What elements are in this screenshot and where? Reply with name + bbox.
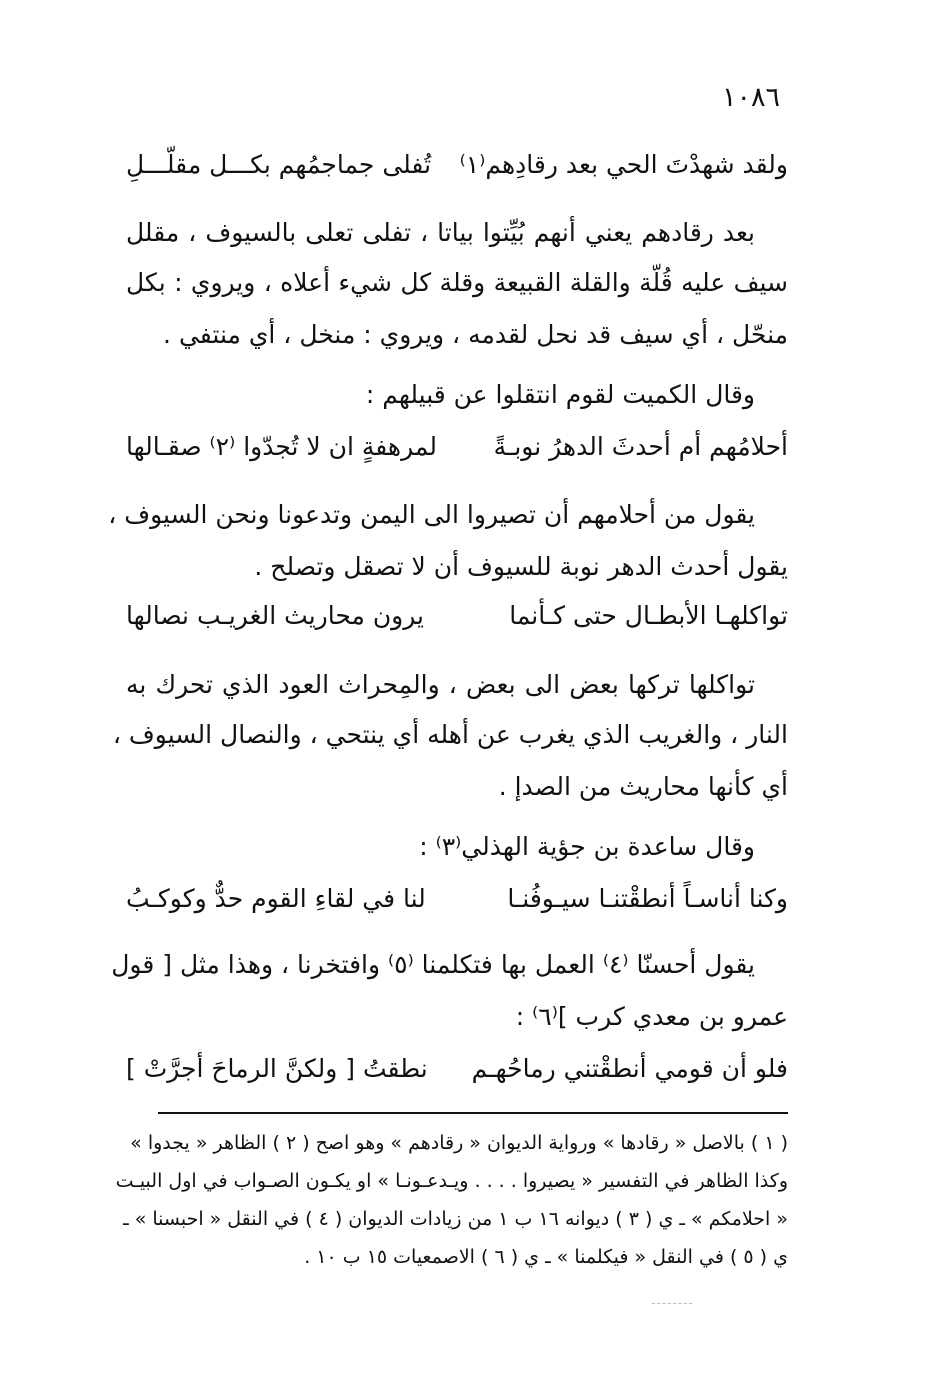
verse-3 bbox=[126, 601, 788, 631]
commentary-line: منحّل ، أي سيف قد نحل لقدمه ، ويروي : منخل ، أي منتفي . bbox=[163, 320, 788, 349]
verse-5-first-hemistich: فلو أن قومي أنطقْتني رماحُهـم bbox=[471, 1054, 788, 1083]
scan-smudge bbox=[652, 1303, 692, 1304]
verse-5-second-hemistich: نطقتُ [ ولكنَّ الرماحَ أجرَّتْ ] bbox=[126, 1054, 428, 1083]
verse-5 bbox=[126, 1054, 788, 1084]
verse-2-first-hemistich: أحلامُهم أم أحدثَ الدهرُ نوبـةً bbox=[493, 432, 788, 461]
commentary-line: سيف عليه قُلّة والقلة القبيعة وقلة كل شيء أعلاه ، ويروي : بكل bbox=[126, 268, 788, 297]
commentary-line: أي كأنها محاريث من الصدإ . bbox=[498, 772, 788, 801]
attribution-line: وقال ساعدة بن جؤية الهذلي⁽٣⁾ : bbox=[419, 832, 755, 861]
attribution-line: وقال الكميت لقوم انتقلوا عن قبيلهم : bbox=[365, 380, 755, 409]
verse-1-first-hemistich: ولقد شهدْتَ الحي بعد رقادِهم⁽١⁾ bbox=[459, 150, 788, 179]
verse-1 bbox=[126, 150, 788, 180]
commentary-line: النار ، والغريب الذي يغرب عن أهله أي ينتحي ، والنصال السيوف ، bbox=[112, 720, 788, 749]
footnote-line: وكذا الظاهر في التفسير « يصيروا . . . . ويـدعـونـا » او يكـون الصـواب في اول البيـت bbox=[115, 1170, 788, 1192]
footnote-line: ي ( ٥ ) في النقل « فيكلمنا » ـ ي ( ٦ ) الاصمعيات ١٥ ب ١٠ . bbox=[304, 1246, 788, 1268]
commentary-line: تواكلها تركها بعض الى بعض ، والمِحراث العود الذي تحرك به bbox=[126, 670, 755, 699]
commentary-line: بعد رقادهم يعني أنهم بُيِّتوا بياتا ، تفلى تعلى بالسيوف ، مقلل bbox=[126, 218, 755, 247]
verse-1-second-hemistich: تُفلى جماجمُهم بكـــل مقلّـــلِ bbox=[126, 150, 432, 179]
commentary-line: يقول أحدث الدهر نوبة للسيوف أن لا تصقل وتصلح . bbox=[254, 552, 788, 581]
page-number: ١٠٨٦ bbox=[721, 82, 780, 113]
footnote-line: « احلامكم » ـ ي ( ٣ ) ديوانه ١٦ ب ١ من زيادات الديوان ( ٤ ) في النقل « احبسنا » ـ bbox=[123, 1208, 788, 1230]
verse-3-first-hemistich: تواكلهـا الأبطـال حتى كـأنما bbox=[509, 601, 788, 630]
footnote-divider bbox=[158, 1112, 788, 1114]
verse-2-second-hemistich: لمرهفةٍ ان لا تُجدّوا ⁽٢⁾ صقـالها bbox=[126, 432, 437, 461]
commentary-line: يقول أحسنّا ⁽٤⁾ العمل بها فتكلمنا ⁽٥⁾ وافتخرنا ، وهذا مثل [ قول bbox=[111, 950, 755, 979]
verse-4 bbox=[126, 884, 788, 914]
commentary-line: يقول من أحلامهم أن تصيروا الى اليمن وتدعونا ونحن السيوف ، bbox=[108, 500, 755, 529]
verse-4-first-hemistich: وكنا أناسـاً أنطقْتنـا سيـوفُنـا bbox=[507, 884, 788, 913]
verse-4-second-hemistich: لنا في لقاءِ القوم حدٌّ وكوكـبُ bbox=[126, 884, 426, 913]
verse-3-second-hemistich: يرون محاريث الغريـب نصالها bbox=[126, 601, 425, 630]
commentary-line: عمرو بن معدي كرب ]⁽٦⁾ : bbox=[515, 1002, 788, 1031]
verse-2 bbox=[126, 432, 788, 462]
footnote-line: ( ١ ) بالاصل « رقادها » ورواية الديوان « رقادهم » وهو اصح ( ٢ ) الظاهر « يجدوا » bbox=[130, 1132, 788, 1154]
